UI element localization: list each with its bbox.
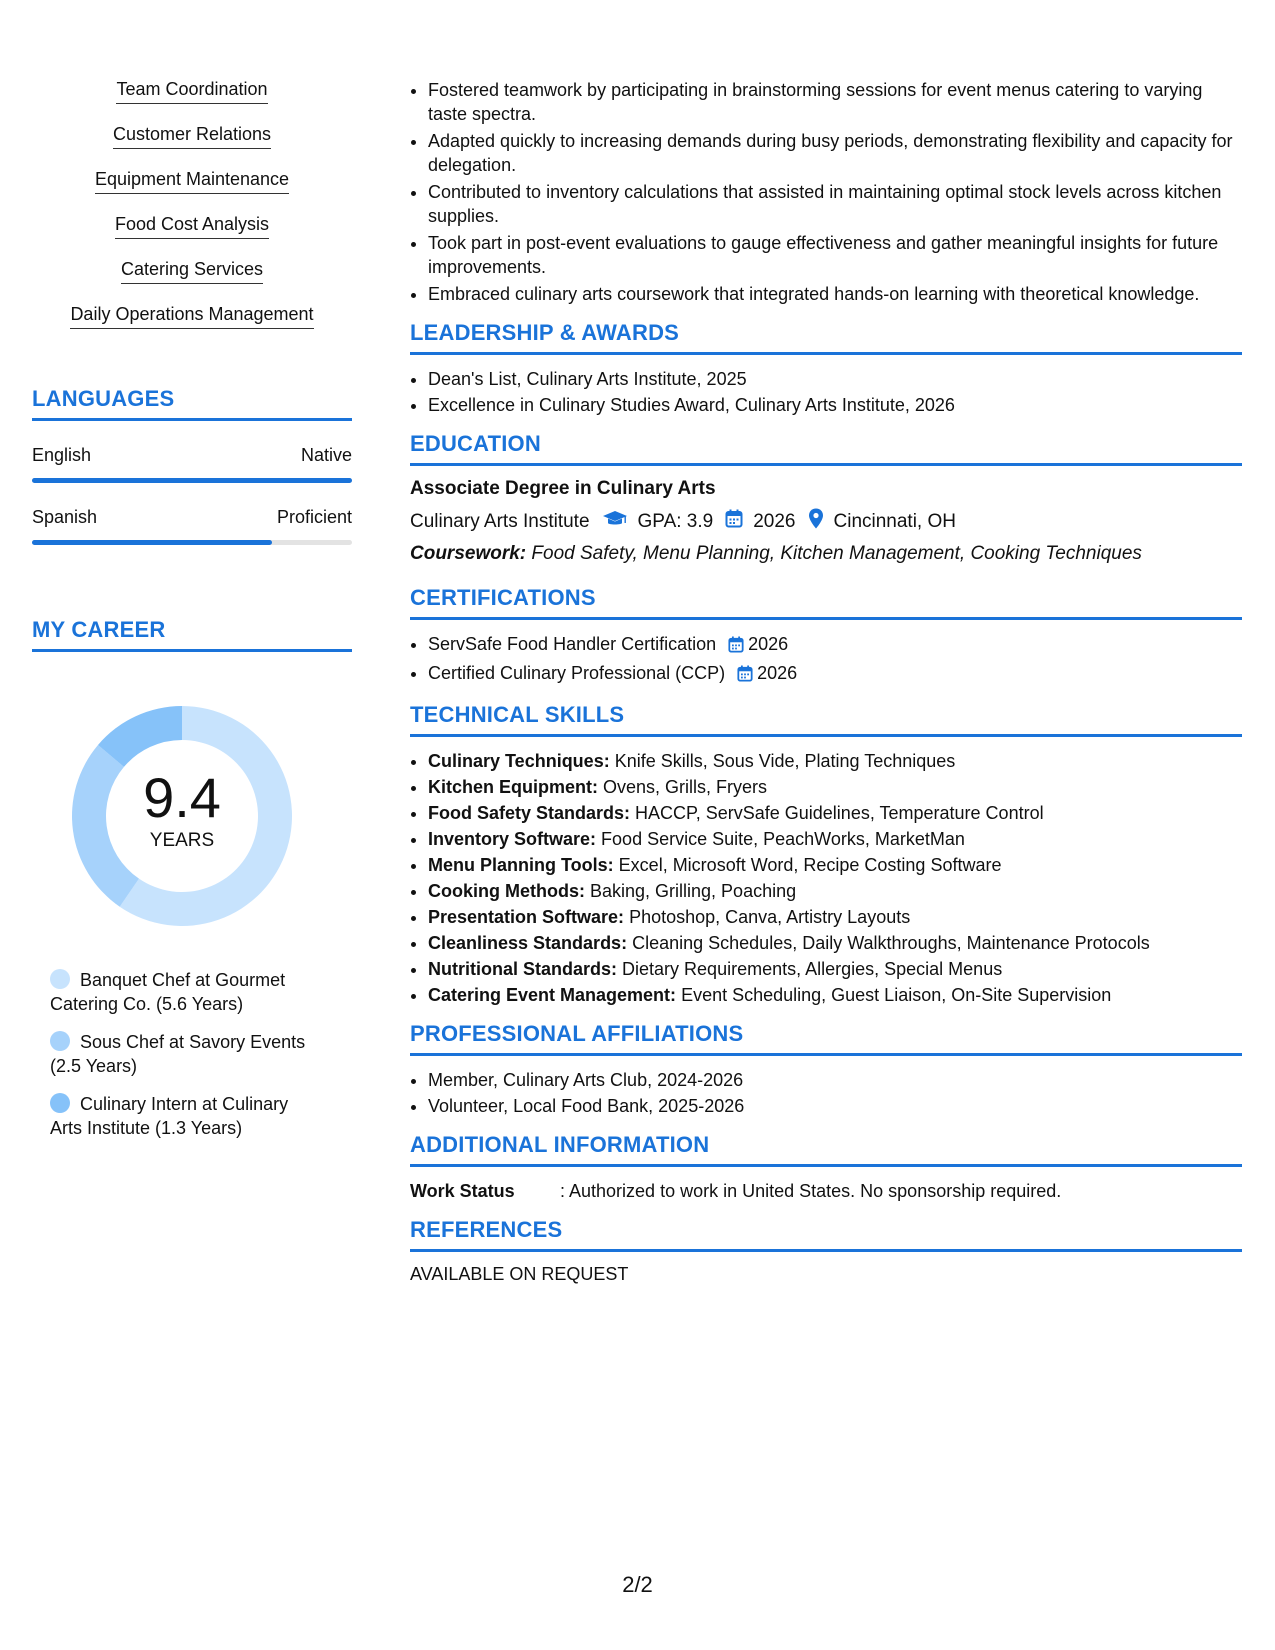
location-pin-icon <box>808 508 824 535</box>
legend-dot <box>50 1031 70 1051</box>
gpa: GPA: 3.9 <box>637 510 714 532</box>
legend-label: Sous Chef at Savory Events (2.5 Years) <box>50 1032 306 1076</box>
skill-value: Knife Skills, Sous Vide, Plating Techniques <box>614 751 956 771</box>
skill-value: Dietary Requirements, Allergies, Special Menus <box>622 959 1003 979</box>
references-title: REFERENCES <box>410 1217 1242 1252</box>
skill-value: Cleaning Schedules, Daily Walkthroughs, Maintenance Protocols <box>632 933 1150 953</box>
skill-item: Equipment Maintenance <box>95 168 289 194</box>
list-item <box>428 801 1242 825</box>
list-item: • Fostered teamwork by participating in brainstorming sessions for event menus catering to varying taste spectra. <box>428 78 1242 126</box>
skill-item: Daily Operations Management <box>70 303 313 329</box>
calendar-icon <box>737 664 753 688</box>
list-item <box>428 879 1242 903</box>
affiliations-title: PROFESSIONAL AFFILIATIONS <box>410 1021 1242 1056</box>
legend-label: Banquet Chef at Gourmet Catering Co. (5.6 Years) <box>50 970 286 1014</box>
skills-list <box>32 78 352 348</box>
work-status-value: : Authorized to work in United States. No sponsorship required. <box>560 1181 1062 1201</box>
skill-label: Culinary Techniques: <box>428 751 610 771</box>
calendar-icon <box>728 635 744 659</box>
certification-name: Certified Culinary Professional (CCP) <box>428 663 726 683</box>
list-item <box>428 905 1242 929</box>
list-item <box>428 632 1242 659</box>
technical-skills-title: TECHNICAL SKILLS <box>410 702 1242 737</box>
skill-item: Customer Relations <box>113 123 271 149</box>
work-status-label: Work Status <box>410 1181 515 1201</box>
skill-value: Baking, Grilling, Poaching <box>590 881 797 901</box>
education-section <box>410 431 1242 565</box>
legend-item <box>50 968 320 1016</box>
coursework-label: Coursework: <box>410 543 527 564</box>
skill-item: Team Coordination <box>116 78 267 104</box>
right-column <box>410 78 1242 1285</box>
leadership-section <box>410 320 1242 417</box>
list-item <box>428 957 1242 981</box>
legend-dot <box>50 1093 70 1113</box>
left-column <box>32 78 352 1154</box>
certification-year: 2026 <box>748 634 789 654</box>
skill-item: Catering Services <box>121 258 263 284</box>
list-item <box>428 827 1242 851</box>
additional-info-title: ADDITIONAL INFORMATION <box>410 1132 1242 1167</box>
language-name: English <box>32 445 92 465</box>
career-donut-chart <box>62 696 302 936</box>
calendar-icon <box>725 509 743 534</box>
graduation-year: 2026 <box>753 510 796 532</box>
language-level: Proficient <box>276 507 352 527</box>
degree: Associate Degree in Culinary Arts <box>410 478 716 499</box>
skill-label: Cleanliness Standards: <box>428 933 628 953</box>
skill-value: Excel, Microsoft Word, Recipe Costing Software <box>618 855 1002 875</box>
technical-skills-section <box>410 702 1242 1007</box>
language-english <box>32 445 352 483</box>
languages-title: LANGUAGES <box>32 386 352 421</box>
leadership-title: LEADERSHIP & AWARDS <box>410 320 1242 355</box>
school-name: Culinary Arts Institute <box>410 510 590 532</box>
skill-value: Photoshop, Canva, Artistry Layouts <box>629 907 911 927</box>
language-level: Native <box>300 445 352 465</box>
coursework-value: Food Safety, Menu Planning, Kitchen Management, Cooking Techniques <box>531 543 1142 564</box>
language-name: Spanish <box>32 507 98 527</box>
list-item <box>428 853 1242 877</box>
coursework <box>410 543 1242 565</box>
skill-label: Inventory Software: <box>428 829 597 849</box>
certifications-section <box>410 585 1242 688</box>
list-item: • Dean's List, Culinary Arts Institute, 2025 <box>428 367 1242 391</box>
list-item: • Adapted quickly to increasing demands during busy periods, demonstrating flexibility and capacity for delegation. <box>428 129 1242 177</box>
skill-label: Menu Planning Tools: <box>428 855 614 875</box>
list-item: • Volunteer, Local Food Bank, 2025-2026 <box>428 1094 1242 1118</box>
language-bar-fill <box>32 540 272 545</box>
references-section <box>410 1217 1242 1285</box>
location: Cincinnati, OH <box>833 510 956 532</box>
list-item: • Member, Culinary Arts Club, 2024-2026 <box>428 1068 1242 1092</box>
list-item <box>428 661 1242 688</box>
language-bar <box>32 540 352 545</box>
legend-item <box>50 1092 320 1140</box>
list-item <box>428 749 1242 773</box>
career-total: 9.4 <box>143 766 221 829</box>
language-bar-fill <box>32 478 352 483</box>
career-unit: YEARS <box>149 830 215 851</box>
graduation-cap-icon <box>602 510 628 534</box>
skill-value: Event Scheduling, Guest Liaison, On-Site Supervision <box>681 985 1112 1005</box>
page-number: 2/2 <box>622 1572 653 1597</box>
legend-item <box>50 1030 320 1078</box>
list-item <box>428 775 1242 799</box>
certification-name: ServSafe Food Handler Certification <box>428 634 717 654</box>
legend-dot <box>50 969 70 989</box>
skill-value: Ovens, Grills, Fryers <box>603 777 768 797</box>
skill-value: Food Service Suite, PeachWorks, MarketMan <box>601 829 965 849</box>
skill-value: HACCP, ServSafe Guidelines, Temperature Control <box>635 803 1044 823</box>
certifications-title: CERTIFICATIONS <box>410 585 1242 620</box>
list-item: • Excellence in Culinary Studies Award, Culinary Arts Institute, 2026 <box>428 393 1242 417</box>
work-status-row <box>410 1179 1242 1203</box>
career-title: MY CAREER <box>32 617 352 652</box>
experience-bullets <box>410 78 1242 306</box>
list-item <box>428 931 1242 955</box>
skill-item: Food Cost Analysis <box>115 213 269 239</box>
additional-info-section <box>410 1132 1242 1203</box>
list-item: • Embraced culinary arts coursework that integrated hands-on learning with theoretical knowledge. <box>428 282 1242 306</box>
list-item: • Contributed to inventory calculations that assisted in maintaining optimal stock levels across kitchen supplies. <box>428 180 1242 228</box>
list-item: • Took part in post-event evaluations to gauge effectiveness and gather meaningful insights for future improvements. <box>428 231 1242 279</box>
language-spanish <box>32 507 352 545</box>
language-bar <box>32 478 352 483</box>
legend-label: Culinary Intern at Culinary Arts Institute (1.3 Years) <box>50 1094 289 1138</box>
references-text: AVAILABLE ON REQUEST <box>410 1264 629 1284</box>
list-item <box>428 983 1242 1007</box>
education-details <box>410 508 1242 535</box>
skill-label: Kitchen Equipment: <box>428 777 598 797</box>
skill-label: Catering Event Management: <box>428 985 677 1005</box>
skill-label: Nutritional Standards: <box>428 959 618 979</box>
career-legend <box>50 968 320 1140</box>
skill-label: Presentation Software: <box>428 907 625 927</box>
education-title: EDUCATION <box>410 431 1242 466</box>
skill-label: Food Safety Standards: <box>428 803 631 823</box>
certification-year: 2026 <box>757 663 798 683</box>
affiliations-section <box>410 1021 1242 1118</box>
skill-label: Cooking Methods: <box>428 881 585 901</box>
